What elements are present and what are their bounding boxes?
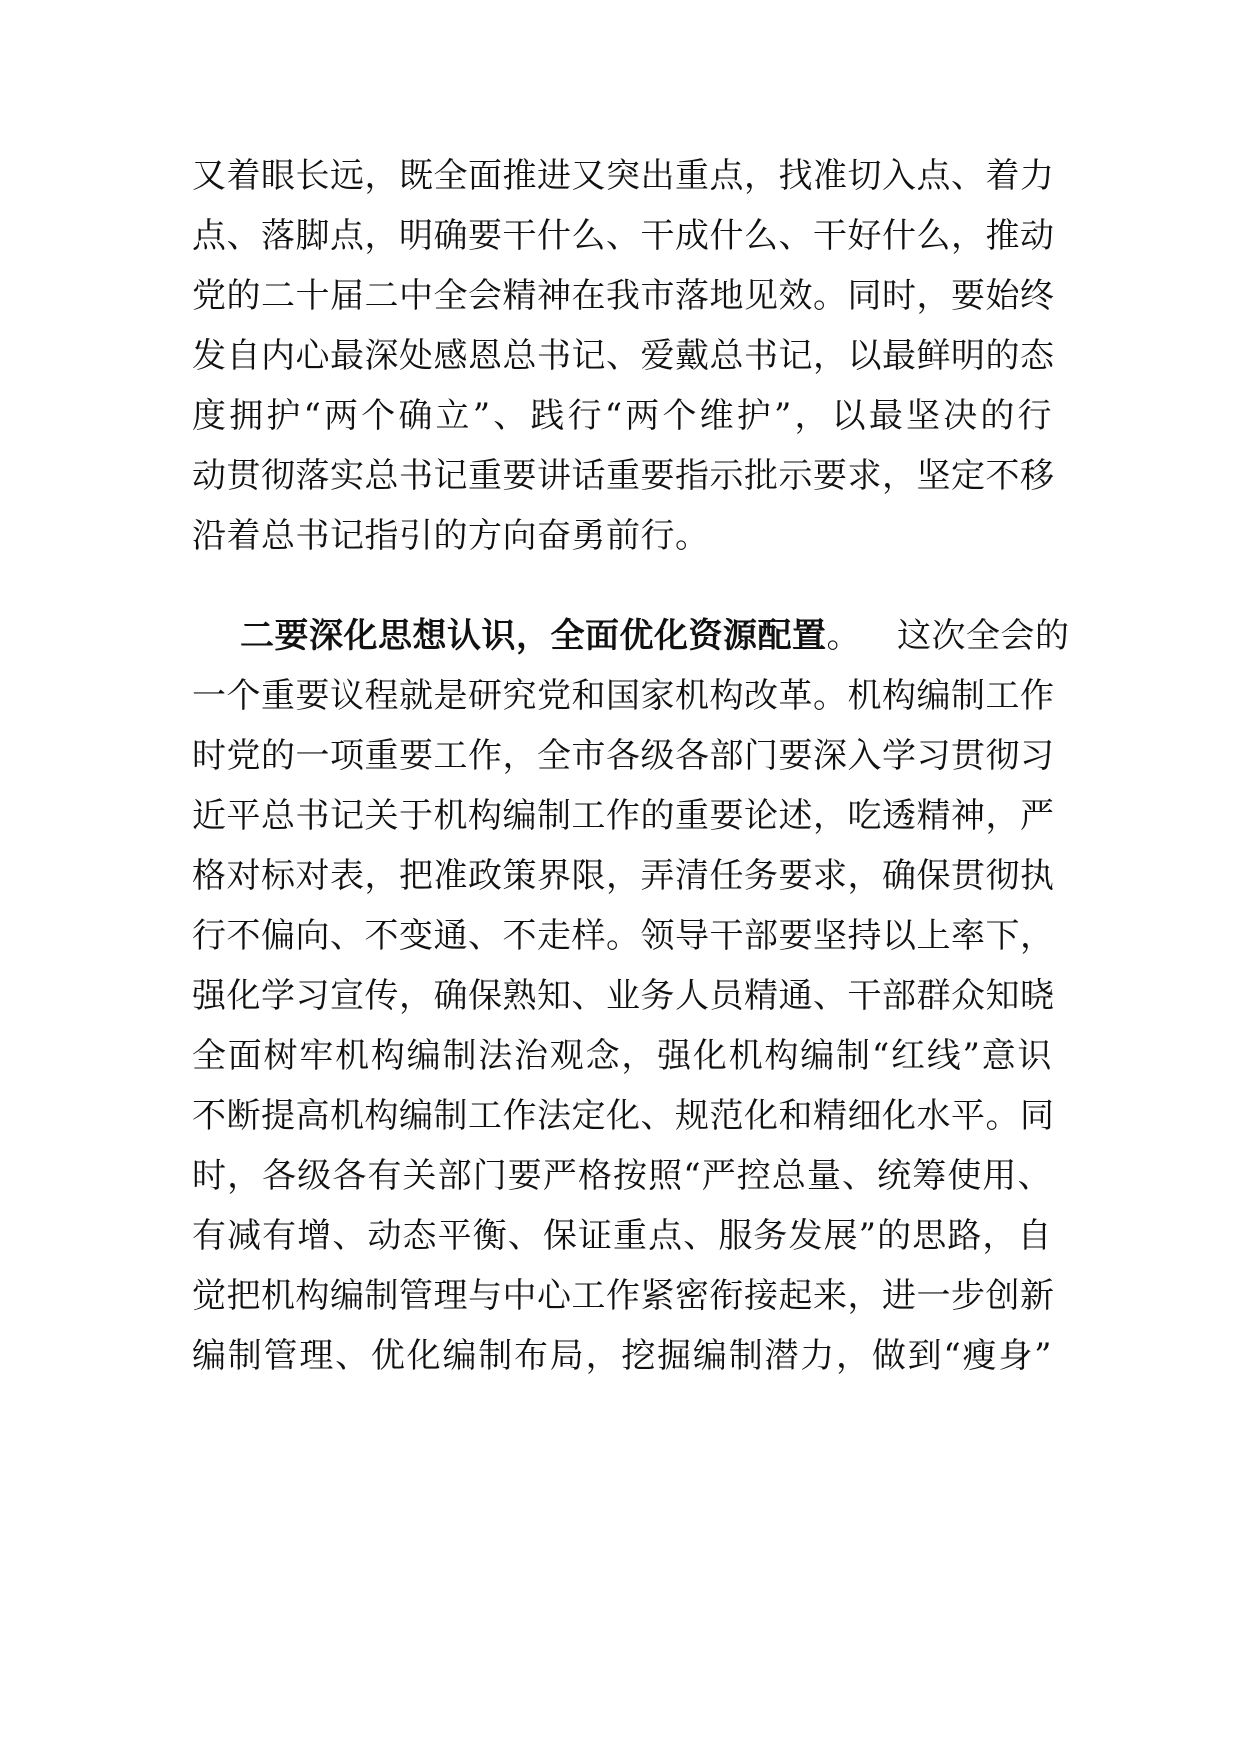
paragraph-1-line-5: 度拥护“两个确立”、践行“两个维护”，以最坚决的行 [192,396,1052,436]
paragraph-2-line-11: 有减有增、动态平衡、保证重点、服务发展”的思路，自 [192,1216,1052,1256]
paragraph-2-heading-punct: 。 [826,616,861,656]
paragraph-1-line-3: 党的二十届二中全会精神在我市落地见效。同时，要始终 [192,276,1055,316]
paragraph-2-line-8: 全面树牢机构编制法治观念，强化机构编制“红线”意识 [192,1036,1052,1076]
paragraph-2-line-3: 时党的一项重要工作，全市各级各部门要深入学习贯彻习 [192,736,1055,776]
paragraph-2-line-9: 不断提高机构编制工作法定化、规范化和精细化水平。同 [192,1096,1055,1136]
paragraph-2-line-2: 一个重要议程就是研究党和国家机构改革。机构编制工作 [192,676,1055,716]
paragraph-2-line-4: 近平总书记关于机构编制工作的重要论述，吃透精神，严 [192,796,1055,836]
paragraph-1-line-2: 点、落脚点，明确要干什么、干成什么、干好什么，推动 [192,216,1055,256]
paragraph-1-line-6: 动贯彻落实总书记重要讲话重要指示批示要求，坚定不移 [192,456,1055,496]
paragraph-2-line-7: 强化学习宣传，确保熟知、业务人员精通、干部群众知晓 [192,976,1055,1016]
paragraph-2-line-12: 觉把机构编制管理与中心工作紧密衔接起来，进一步创新 [192,1276,1055,1316]
paragraph-2-line-5: 格对标对表，把准政策界限，弄清任务要求，确保贯彻执 [192,856,1055,896]
paragraph-2-line-6: 行不偏向、不变通、不走样。领导干部要坚持以上率下， [192,916,1055,956]
paragraph-1-line-7: 沿着总书记指引的方向奋勇前行。 [192,516,710,556]
paragraph-1-line-1: 又着眼长远，既全面推进又突出重点，找准切入点、着力 [192,156,1055,196]
paragraph-2-heading: 二要深化思想认识，全面优化资源配置 [240,616,827,656]
paragraph-2-first-line-rest: 这次全会的 [897,616,1070,656]
paragraph-2-first-line [240,608,1070,664]
paragraph-1-line-4: 发自内心最深处感恩总书记、爱戴总书记，以最鲜明的态 [192,336,1055,376]
paragraph-2-line-13: 编制管理、优化编制布局，挖掘编制潜力，做到“瘦身” [192,1336,1052,1376]
paragraph-2-line-10: 时，各级各有关部门要严格按照“严控总量、统筹使用、 [192,1156,1052,1196]
